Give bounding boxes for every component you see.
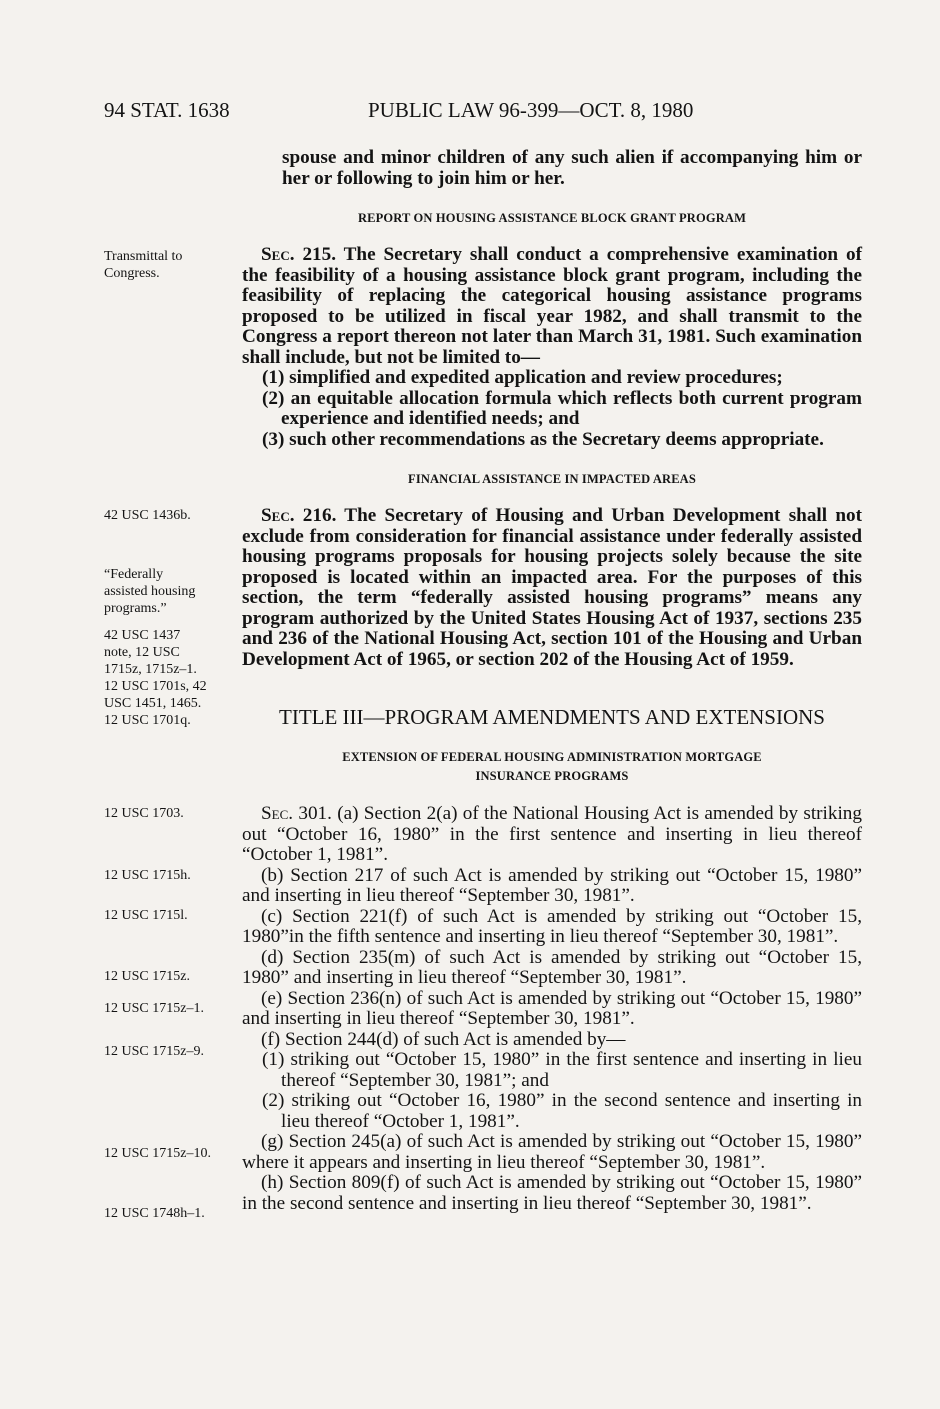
page-running-title: PUBLIC LAW 96-399—OCT. 8, 1980 — [368, 98, 694, 122]
page-stat-citation: 94 STAT. 1638 — [104, 98, 230, 122]
sec301-a — [242, 804, 862, 866]
margin-note-12usc1715z: 12 USC 1715z. — [104, 969, 190, 984]
sec301-body — [242, 804, 862, 1214]
margin-note-12usc1703: 12 USC 1703. — [104, 806, 184, 821]
sec215-text: The Secretary shall conduct a comprehensive examination of the feasibility of a housing assistance block grant program, including the feasibility of replacing the categorical housing assistance programs proposed to be utilized in fiscal year 1982, and shall transmit to the Congress a report thereon not later than March 31, 1981. Such examination shall include, but not be limited to— — [242, 244, 862, 368]
margin-note-transmittal: Transmittal to Congress. — [104, 249, 183, 281]
sec215-item-1: (1) simplified and expedited application and review procedures; — [262, 367, 783, 388]
sec301-b: (b) Section 217 of such Act is amended by striking out “October 15, 1980” and inserting in lieu thereof “September 30, 1981”. — [242, 864, 862, 906]
sec301-h: (h) Section 809(f) of such Act is amended by striking out “October 15, 1980” in the second sentence and inserting in lieu thereof “September 30, 1981”. — [242, 1172, 862, 1214]
margin-note-42usc1436b: 42 USC 1436b. — [104, 508, 191, 523]
margin-note-12usc1715z-1: 12 USC 1715z–1. — [104, 1001, 204, 1016]
margin-note-federally-assisted: “Federally assisted housing programs.” — [104, 567, 196, 616]
margin-note-citations: 42 USC 1437 note, 12 USC 1715z, 1715z–1. 12 USC 1701s, 42 USC 1451, 1465. 12 USC 1701q. — [104, 628, 207, 728]
sec215-label: Sec. 215. — [261, 244, 337, 265]
sec301-f2: (2) striking out “October 16, 1980” in the second sentence and inserting in lieu thereof “October 1, 1981”. — [262, 1090, 862, 1132]
sec215-paragraph — [242, 245, 862, 368]
title-iii-subheading-line1: EXTENSION OF FEDERAL HOUSING ADMINISTRATION MORTGAGE — [342, 750, 762, 764]
sec215-item-2: (2) an equitable allocation formula which reflects both current program experience and identified needs; and — [262, 387, 862, 429]
sec301-f: (f) Section 244(d) of such Act is amended by— — [261, 1028, 626, 1050]
sec301-g: (g) Section 245(a) of such Act is amended by striking out “October 15, 1980” where it appears and inserting in lieu thereof “September 30, 1981”. — [242, 1131, 862, 1173]
margin-note-12usc1715l: 12 USC 1715l. — [104, 908, 188, 923]
sec216-heading: FINANCIAL ASSISTANCE IN IMPACTED AREAS — [408, 472, 696, 486]
sec216-text: The Secretary of Housing and Urban Development shall not exclude from consideration for financial assistance under federally assisted housing programs proposals for housing projects solely because the site proposed is located within an impacted area. For the purposes of this section, the term “federally assisted housing programs” means any program authorized by the United States Housing Act of 1937, sections 235 and 236 of the National Housing Act, section 101 of the Housing and Urban Development Act of 1965, or section 202 of the Housing Act of 1959. — [242, 505, 862, 670]
sec215-heading: REPORT ON HOUSING ASSISTANCE BLOCK GRANT PROGRAM — [357, 211, 747, 225]
continuation-text: spouse and minor children of any such alien if accompanying him or her or following to join him or her. — [282, 147, 862, 189]
continuation-paragraph — [242, 148, 862, 189]
sec216-label: Sec. 216. — [261, 505, 337, 526]
title-iii-subheading-line2: INSURANCE PROGRAMS — [475, 769, 629, 783]
margin-note-12usc1715h: 12 USC 1715h. — [104, 868, 191, 883]
sec301-e: (e) Section 236(n) of such Act is amended by striking out “October 15, 1980” and inserting in lieu thereof “September 30, 1981”. — [242, 987, 862, 1029]
sec216-body — [242, 506, 862, 670]
margin-note-12usc1715z-9: 12 USC 1715z–9. — [104, 1044, 204, 1059]
sec301-a-text: (a) Section 2(a) of the National Housing Act is amended by striking out “October 16, 1980” in the first sentence and inserting in lieu thereof “October 1, 1981”. — [242, 803, 862, 865]
margin-note-12usc1748h-1: 12 USC 1748h–1. — [104, 1206, 205, 1221]
sec215-item-3: (3) such other recommendations as the Secretary deems appropriate. — [262, 428, 824, 450]
sec301-label: Sec. 301. — [261, 803, 332, 824]
sec215-body — [242, 245, 862, 450]
title-iii-heading: TITLE III—PROGRAM AMENDMENTS AND EXTENSIONS — [279, 705, 825, 729]
sec301-d: (d) Section 235(m) of such Act is amended by striking out “October 15, 1980” and inserting in lieu thereof “September 30, 1981”. — [242, 946, 862, 988]
sec216-paragraph — [242, 506, 862, 670]
sec301-c: (c) Section 221(f) of such Act is amended by striking out “October 15, 1980”in the fifth sentence and inserting in lieu thereof “September 30, 1981”. — [242, 905, 862, 947]
sec301-f1: (1) striking out “October 15, 1980” in the first sentence and inserting in lieu thereof “September 30, 1981”; and — [262, 1049, 862, 1091]
margin-note-12usc1715z-10: 12 USC 1715z–10. — [104, 1146, 211, 1161]
